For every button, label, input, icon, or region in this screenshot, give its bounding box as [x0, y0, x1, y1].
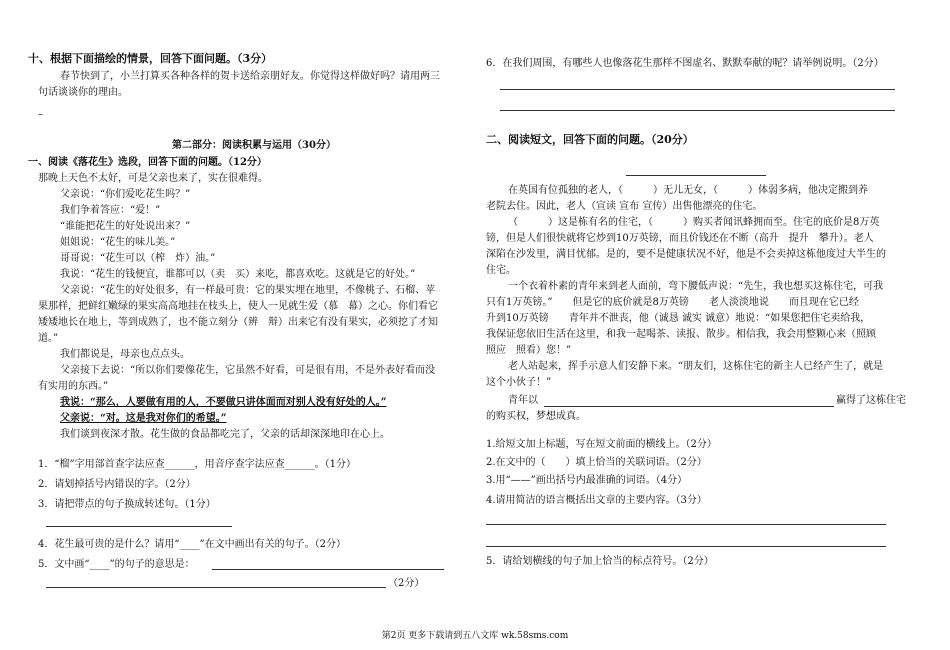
- passage-line: 住宅。: [486, 265, 516, 276]
- passage-line: 在英国有位孤独的老人，（ ）无儿无女，（ ）体弱多病，他决定搬到养: [508, 185, 868, 196]
- passage-line: 我们谈到夜深才散。花生做的食品都吃完了，父亲的话却深深地印在心上。: [60, 429, 390, 440]
- passage-line: 我保证您依旧生活在这里，和我一起喝茶、读报、散步。相信我，我会用整颗心来（照顾: [486, 329, 876, 340]
- passage-line: 深陷在沙发里，满目忧郁。是的，要不是健康状况不好，他是不会卖掉这栋他度过大半生的: [486, 249, 886, 260]
- question-1: 1．“榴”字用部首查字法应查______，用音序查字法应查______。（1分）: [38, 459, 356, 470]
- passage-line: 父亲说：“你们爱吃花生吗？”: [60, 189, 191, 200]
- answer-line[interactable]: [500, 89, 895, 90]
- question-6: 6．在我们周围，有哪些人也像落花生那样不图虚名、默默奉献的呢？请举例说明。（2分）: [486, 58, 884, 69]
- passage-line: 有实用的东西。”: [38, 381, 109, 392]
- passage-line: 我说：“花生的钱便宜，谁都可以（卖 买）来吃，都喜欢吃。这就是它的好处。”: [60, 269, 416, 280]
- passage-line-underlined: 父亲说：“对。这是我对你们的希望。”: [60, 413, 227, 424]
- answer-line[interactable]: [486, 546, 886, 547]
- passage-line: 道。”: [38, 333, 59, 344]
- passage-line: 只有1万英镑。” 但是它的底价就是8万英镑 老人淡淡地说 而且现在它已经: [486, 297, 859, 308]
- passage-line: 照应 照看）您！”: [486, 345, 572, 356]
- q10-line1: 春节快到了，小兰打算买各种各样的贺卡送给亲朋好友。你觉得这样做好吗？请用两三: [60, 71, 440, 82]
- question-2: 2．请划掉括号内错误的字。（2分）: [38, 479, 196, 490]
- answer-line[interactable]: [486, 524, 886, 525]
- passage-line: 老院去住。因此，老人（宣读 宣布 宣传）出售他漂亮的住宅。: [486, 201, 763, 212]
- passage-line-underlined: 我说：“那么，人要做有用的人，不要做只讲体面而对别人没有好处的人。”: [60, 397, 387, 408]
- question-4: 4．花生最可贵的是什么？请用“____”在文中画出有关的句子。（2分）: [38, 539, 346, 550]
- passage-line: （ ）这是栋有名的住宅，（ ）购买者闻讯蜂拥而至。住宅的底价是8万英: [508, 217, 880, 228]
- passage-line: 升到10万英镑 青年并不泄丧，他（诚恳 诚实 诚意）地说：“如果您把住宅卖给我，: [486, 313, 871, 324]
- section1-title: 一、阅读《落花生》选段，回答下面的问题。（12分）: [28, 157, 267, 168]
- q10-title: 十、根据下面描绘的情景，回答下面问题。（3分）: [28, 52, 273, 65]
- title-answer-line[interactable]: [626, 175, 766, 176]
- question-3: 3．请把带点的句子换成转述句。（1分）: [38, 499, 216, 510]
- question-2: 2.在文中的（ ）填上恰当的关联词语。（2分）: [486, 457, 707, 468]
- passage-line: 父亲接下去说：“所以你们要像花生，它虽然不好看，可是很有用，不是外表好看而没: [60, 365, 436, 376]
- passage-line: 青年以: [508, 395, 538, 406]
- passage-line: 老人站起来，挥手示意人们安静下来。“朋友们，这栋住宅的新主人已经产生了，就是: [508, 361, 884, 372]
- question-5: 5．请给划横线的句子加上恰当的标点符号。（2分）: [486, 556, 714, 567]
- answer-line[interactable]: [46, 526, 232, 527]
- section2-title: 二、阅读短文，回答下面的问题。（20分）: [486, 133, 694, 146]
- fill-in-line[interactable]: [544, 406, 834, 407]
- page-footer: 第2页 更多下载请到五八文库 wk.58sms.com: [381, 631, 569, 641]
- part2-title: 第二部分：阅读积累与运用（30分）: [172, 140, 336, 151]
- passage-line: 果那样，把鲜红嫩绿的果实高高地挂在枝头上，使人一见就生爱（慕 幕）之心。你们看它: [38, 301, 438, 312]
- answer-line[interactable]: [46, 587, 386, 588]
- passage-line: 我们争着答应：“爱！”: [60, 205, 161, 216]
- passage-line: 姐姐说：“花生的味儿美。”: [60, 237, 176, 248]
- passage-line: 镑，但是人们很快就将它炒到10万英镑，而且价钱还在不断（高升 提升 攀升）。老人: [486, 233, 874, 244]
- question-4: 4.请用简洁的语言概括出文章的主要内容。（3分）: [486, 495, 707, 506]
- passage-line: 我们都说是，母亲也点点头。: [60, 349, 190, 360]
- question-5: 5．文中画“____”的句子的意思是：: [38, 559, 195, 570]
- passage-line: 哥哥说：“花生可以（榨 炸）油。”: [60, 253, 216, 264]
- answer-line[interactable]: [212, 569, 444, 570]
- answer-line[interactable]: [500, 110, 895, 111]
- passage-line: 父亲说：“花生的好处很多，有一样最可贵：它的果实埋在地里，不像桃子、石榴、苹: [60, 285, 436, 296]
- q10-line2: 句话谈谈你的理由。: [38, 87, 128, 98]
- passage-line: 这个小伙子！”: [486, 377, 552, 388]
- question-3: 3.用“——”画出括号内最准确的词语。（4分）: [486, 475, 688, 486]
- passage-line: 的购买权，梦想成真。: [486, 411, 586, 422]
- question-5-score: （2分）: [388, 578, 425, 589]
- q10-mark: –: [38, 109, 43, 120]
- passage-line: 那晚上天色不太好，可是父亲也来了，实在很难得。: [38, 173, 268, 184]
- passage-line: “谁能把花生的好处说出来？”: [60, 221, 191, 232]
- passage-line: 矮矮地长在地上，等到成熟了，也不能立刻分（辨 辩）出来它有没有果实，必须挖了才知: [38, 317, 438, 328]
- passage-line: 一个衣着朴素的青年来到老人面前，弯下腰低声说：“先生，我也想买这栋住宅，可我: [508, 281, 884, 292]
- passage-line: 赢得了这栋住宅: [836, 395, 906, 406]
- question-1: 1.给短文加上标题，写在短文前面的横线上。（2分）: [486, 439, 717, 450]
